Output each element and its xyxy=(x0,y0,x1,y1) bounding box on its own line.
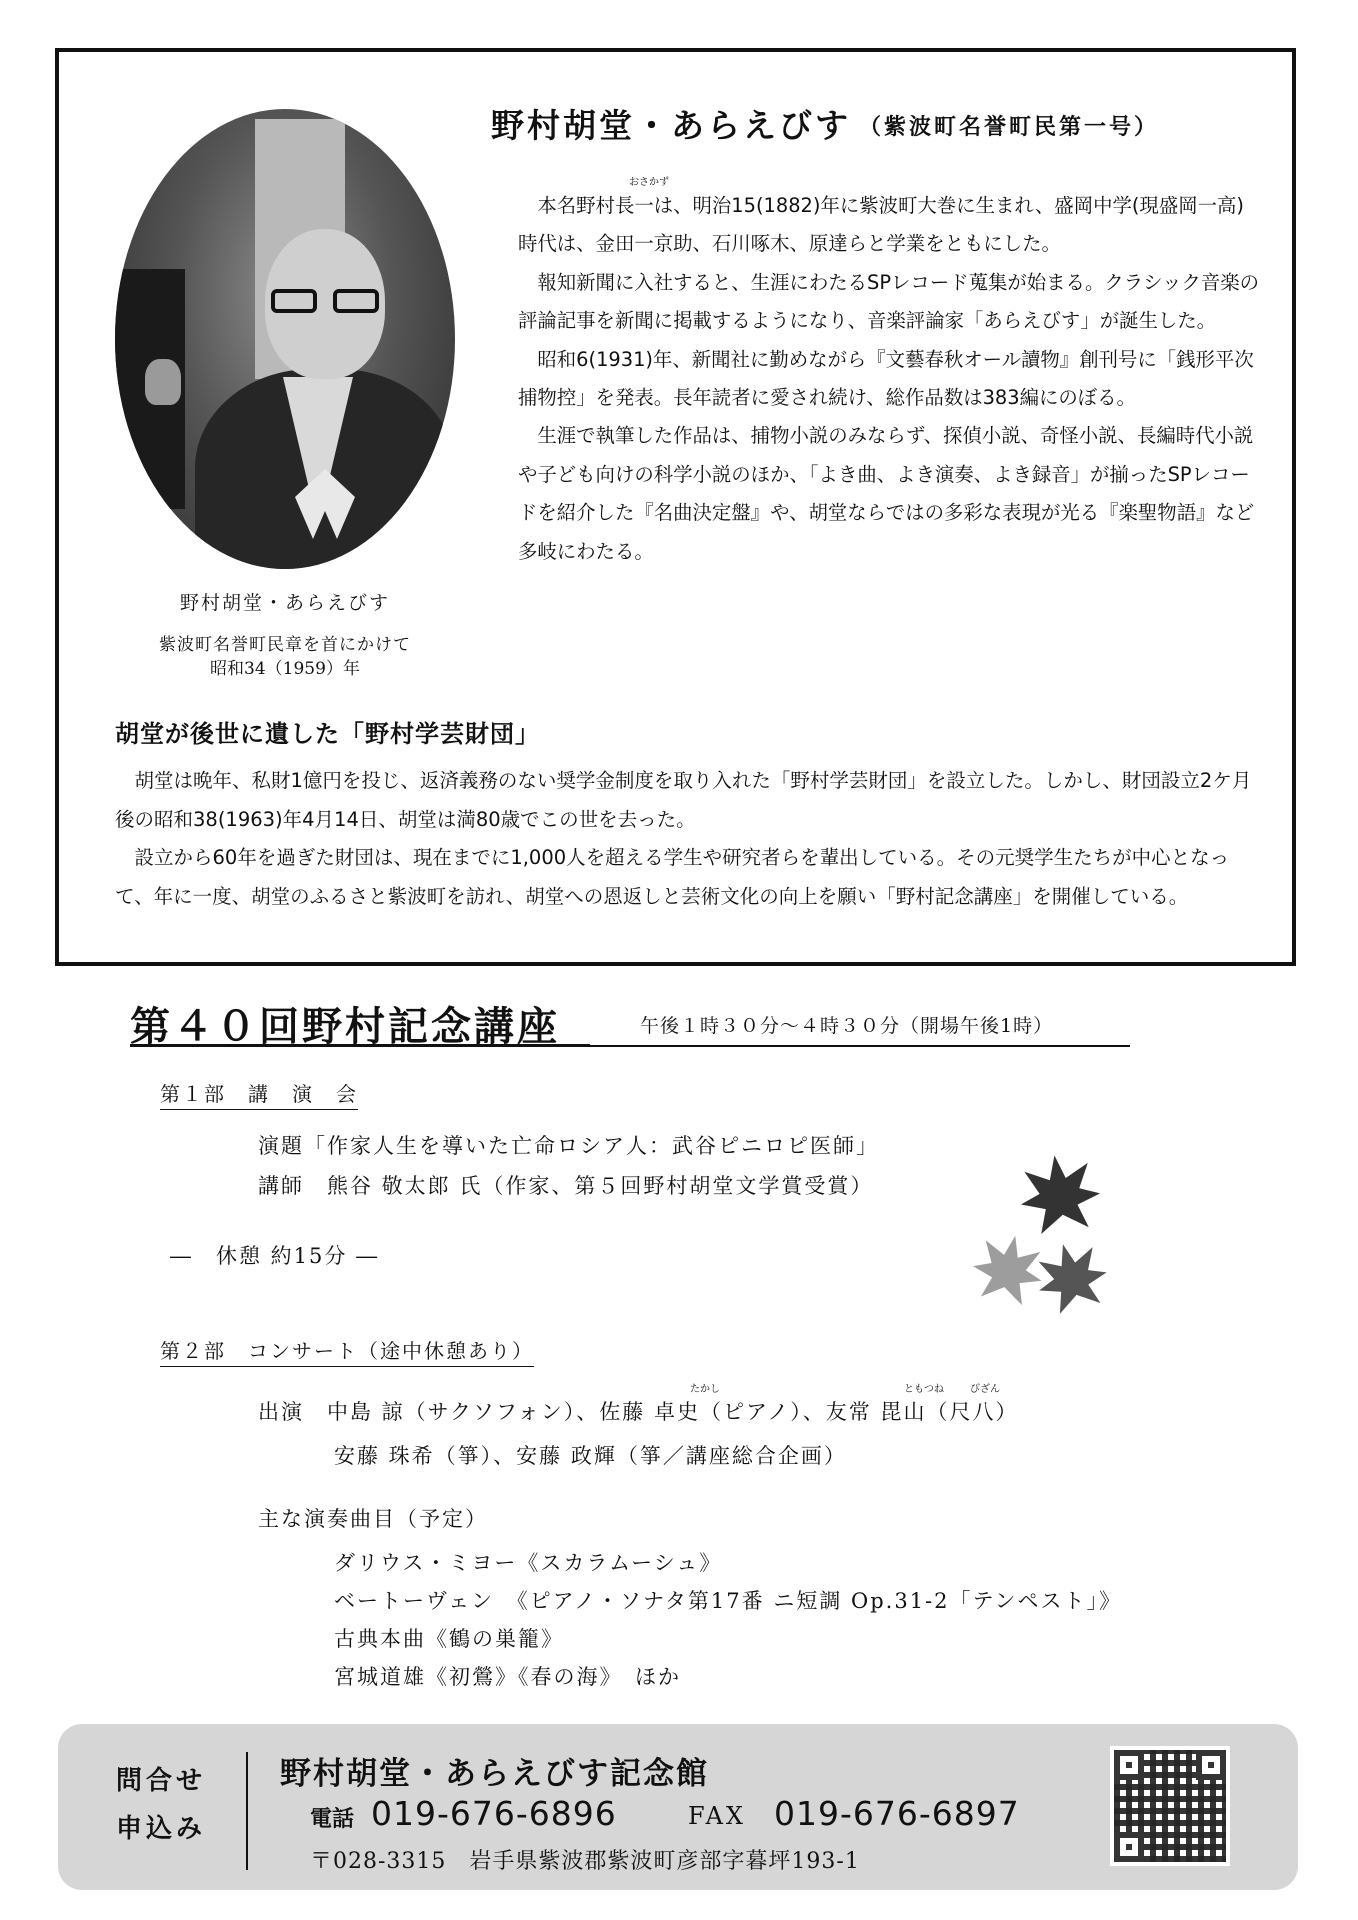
photo-caption-name: 野村胡堂・あらえびす xyxy=(179,592,390,614)
maple-leaf-icon xyxy=(1029,1235,1115,1321)
ruby-osakazu: おさかず xyxy=(629,177,669,188)
fax-number: 019-676-6897 xyxy=(774,1794,1020,1833)
bio-title-subtitle: （紫波町名誉町民第一号） xyxy=(859,114,1160,140)
lecturer: 講師 熊谷 敬太郎 氏（作家、第５回野村胡堂文学賞受賞） xyxy=(258,1174,874,1198)
contact-label-inquiry: 問合せ xyxy=(116,1766,207,1796)
part2-heading: 第２部 コンサート（途中休憩あり） xyxy=(160,1335,534,1367)
lecture-theme: 演題「作家人生を導いた亡命ロシア人：武谷ピニロピ医師」 xyxy=(258,1134,879,1158)
performers-line2: 安藤 珠希（箏）、安藤 政輝（箏／講座総合企画） xyxy=(334,1444,847,1468)
bio-title: 野村胡堂・あらえびす xyxy=(491,106,851,145)
bio-paragraph: 報知新聞に入社すると、生涯にわたるSPレコード蒐集が始まる。クラシック音楽の評論記事を新聞に掲載するようになり、音楽評論家「あらえびす」が誕生した。 xyxy=(518,270,1260,333)
maple-leaf-icon xyxy=(1015,1150,1105,1240)
program-item: ベートーヴェン 《ピアノ・ソナタ第17番 ニ短調 Op.31-2「テンペスト」》 xyxy=(334,1589,1122,1613)
foundation-paragraph: 胡堂は晩年、私財1億円を投じ、返済義務のない奨学金制度を取り入れた「野村学芸財団」を設立した。しかし、財団設立2ケ月後の昭和38(1963)年4月14日、胡堂は満80歳でこの世を去った。 xyxy=(115,769,1252,831)
foundation-paragraph: 設立から60年を過ぎた財団は、現在までに1,000人を超える学生や研究者らを輩出している。その元奨学生たちが中心となって、年に一度、胡堂のふるさと紫波町を訪れ、胡堂への恩返しと芸術文化の向上を願い「野村記念講座」を開催している。 xyxy=(115,846,1230,908)
performers-line1: 出演 中島 諒（サクソフォン）、佐藤 卓史（ピアノ）、友常 毘山（尺八） xyxy=(258,1400,1019,1424)
portrait-photo xyxy=(115,109,455,569)
fax-label: FAX xyxy=(688,1802,746,1830)
event-time: 午後１時３０分～４時３０分（開場午後1時） xyxy=(640,1015,1054,1037)
program-item: 宮城道雄《初鶯》《春の海》 ほか xyxy=(334,1665,681,1689)
phone-number[interactable]: 019-676-6896 xyxy=(371,1794,617,1833)
address: 〒028-3315 岩手県紫波郡紫波町彦部字暮坪193-1 xyxy=(310,1849,860,1874)
photo-caption-line1: 紫波町名誉町民章を首にかけて xyxy=(159,635,411,655)
bio-text xyxy=(518,187,1262,571)
event-title: 第４０回野村記念講座 xyxy=(130,1003,560,1050)
qr-code-icon[interactable] xyxy=(1110,1746,1230,1866)
maple-leaves-illustration xyxy=(965,1155,1115,1325)
foundation-text xyxy=(115,762,1265,916)
photo-caption-line2: 昭和34（1959）年 xyxy=(210,659,360,679)
ruby-takashi: たかし xyxy=(690,1384,720,1395)
title-underline xyxy=(130,1044,590,1047)
foundation-title: 胡堂が後世に遺した「野村学芸財団」 xyxy=(115,719,540,748)
program-item: 古典本曲《鶴の巣籠》 xyxy=(334,1627,564,1651)
organization-name: 野村胡堂・あらえびす記念館 xyxy=(280,1756,709,1792)
intermission: ― 休憩 約15分 ― xyxy=(170,1244,380,1268)
biography-panel xyxy=(55,48,1296,966)
divider xyxy=(246,1752,248,1870)
ruby-tomotsune: ともつね xyxy=(904,1384,944,1395)
contact-box xyxy=(58,1724,1298,1890)
contact-label-apply: 申込み xyxy=(116,1814,207,1844)
part1-heading: 第１部 講 演 会 xyxy=(160,1078,358,1110)
event-header xyxy=(130,995,1130,1050)
bio-paragraph: 本名野村長一は、明治15(1882)年に紫波町大巻に生まれ、盛岡中学(現盛岡一高)時代は、金田一京助、石川啄木、原達らと学業をともにした。 xyxy=(518,194,1244,256)
bio-paragraph: 昭和6(1931)年、新聞社に勤めながら『文藝春秋オール讀物』創刊号に「銭形平次捕物控」を発表。長年読者に愛され続け、総作品数は383編にのぼる。 xyxy=(518,347,1254,410)
ruby-bizan: びざん xyxy=(970,1384,1000,1395)
program-item: ダリウス・ミヨー《スカラムーシュ》 xyxy=(334,1551,723,1575)
phone-label: 電話 xyxy=(310,1806,355,1832)
program-heading: 主な演奏曲目（予定） xyxy=(258,1507,488,1531)
maple-leaf-icon xyxy=(966,1228,1049,1311)
bio-paragraph: 生涯で執筆した作品は、捕物小説のみならず、探偵小説、奇怪小説、長編時代小説や子ども向けの科学小説のほか、「よき曲、よき演奏、よき録音」が揃ったSPレコードを紹介した『名曲決定盤』や、胡堂ならではの多彩な表現が光る『楽聖物語』など多岐にわたる。 xyxy=(518,424,1255,563)
